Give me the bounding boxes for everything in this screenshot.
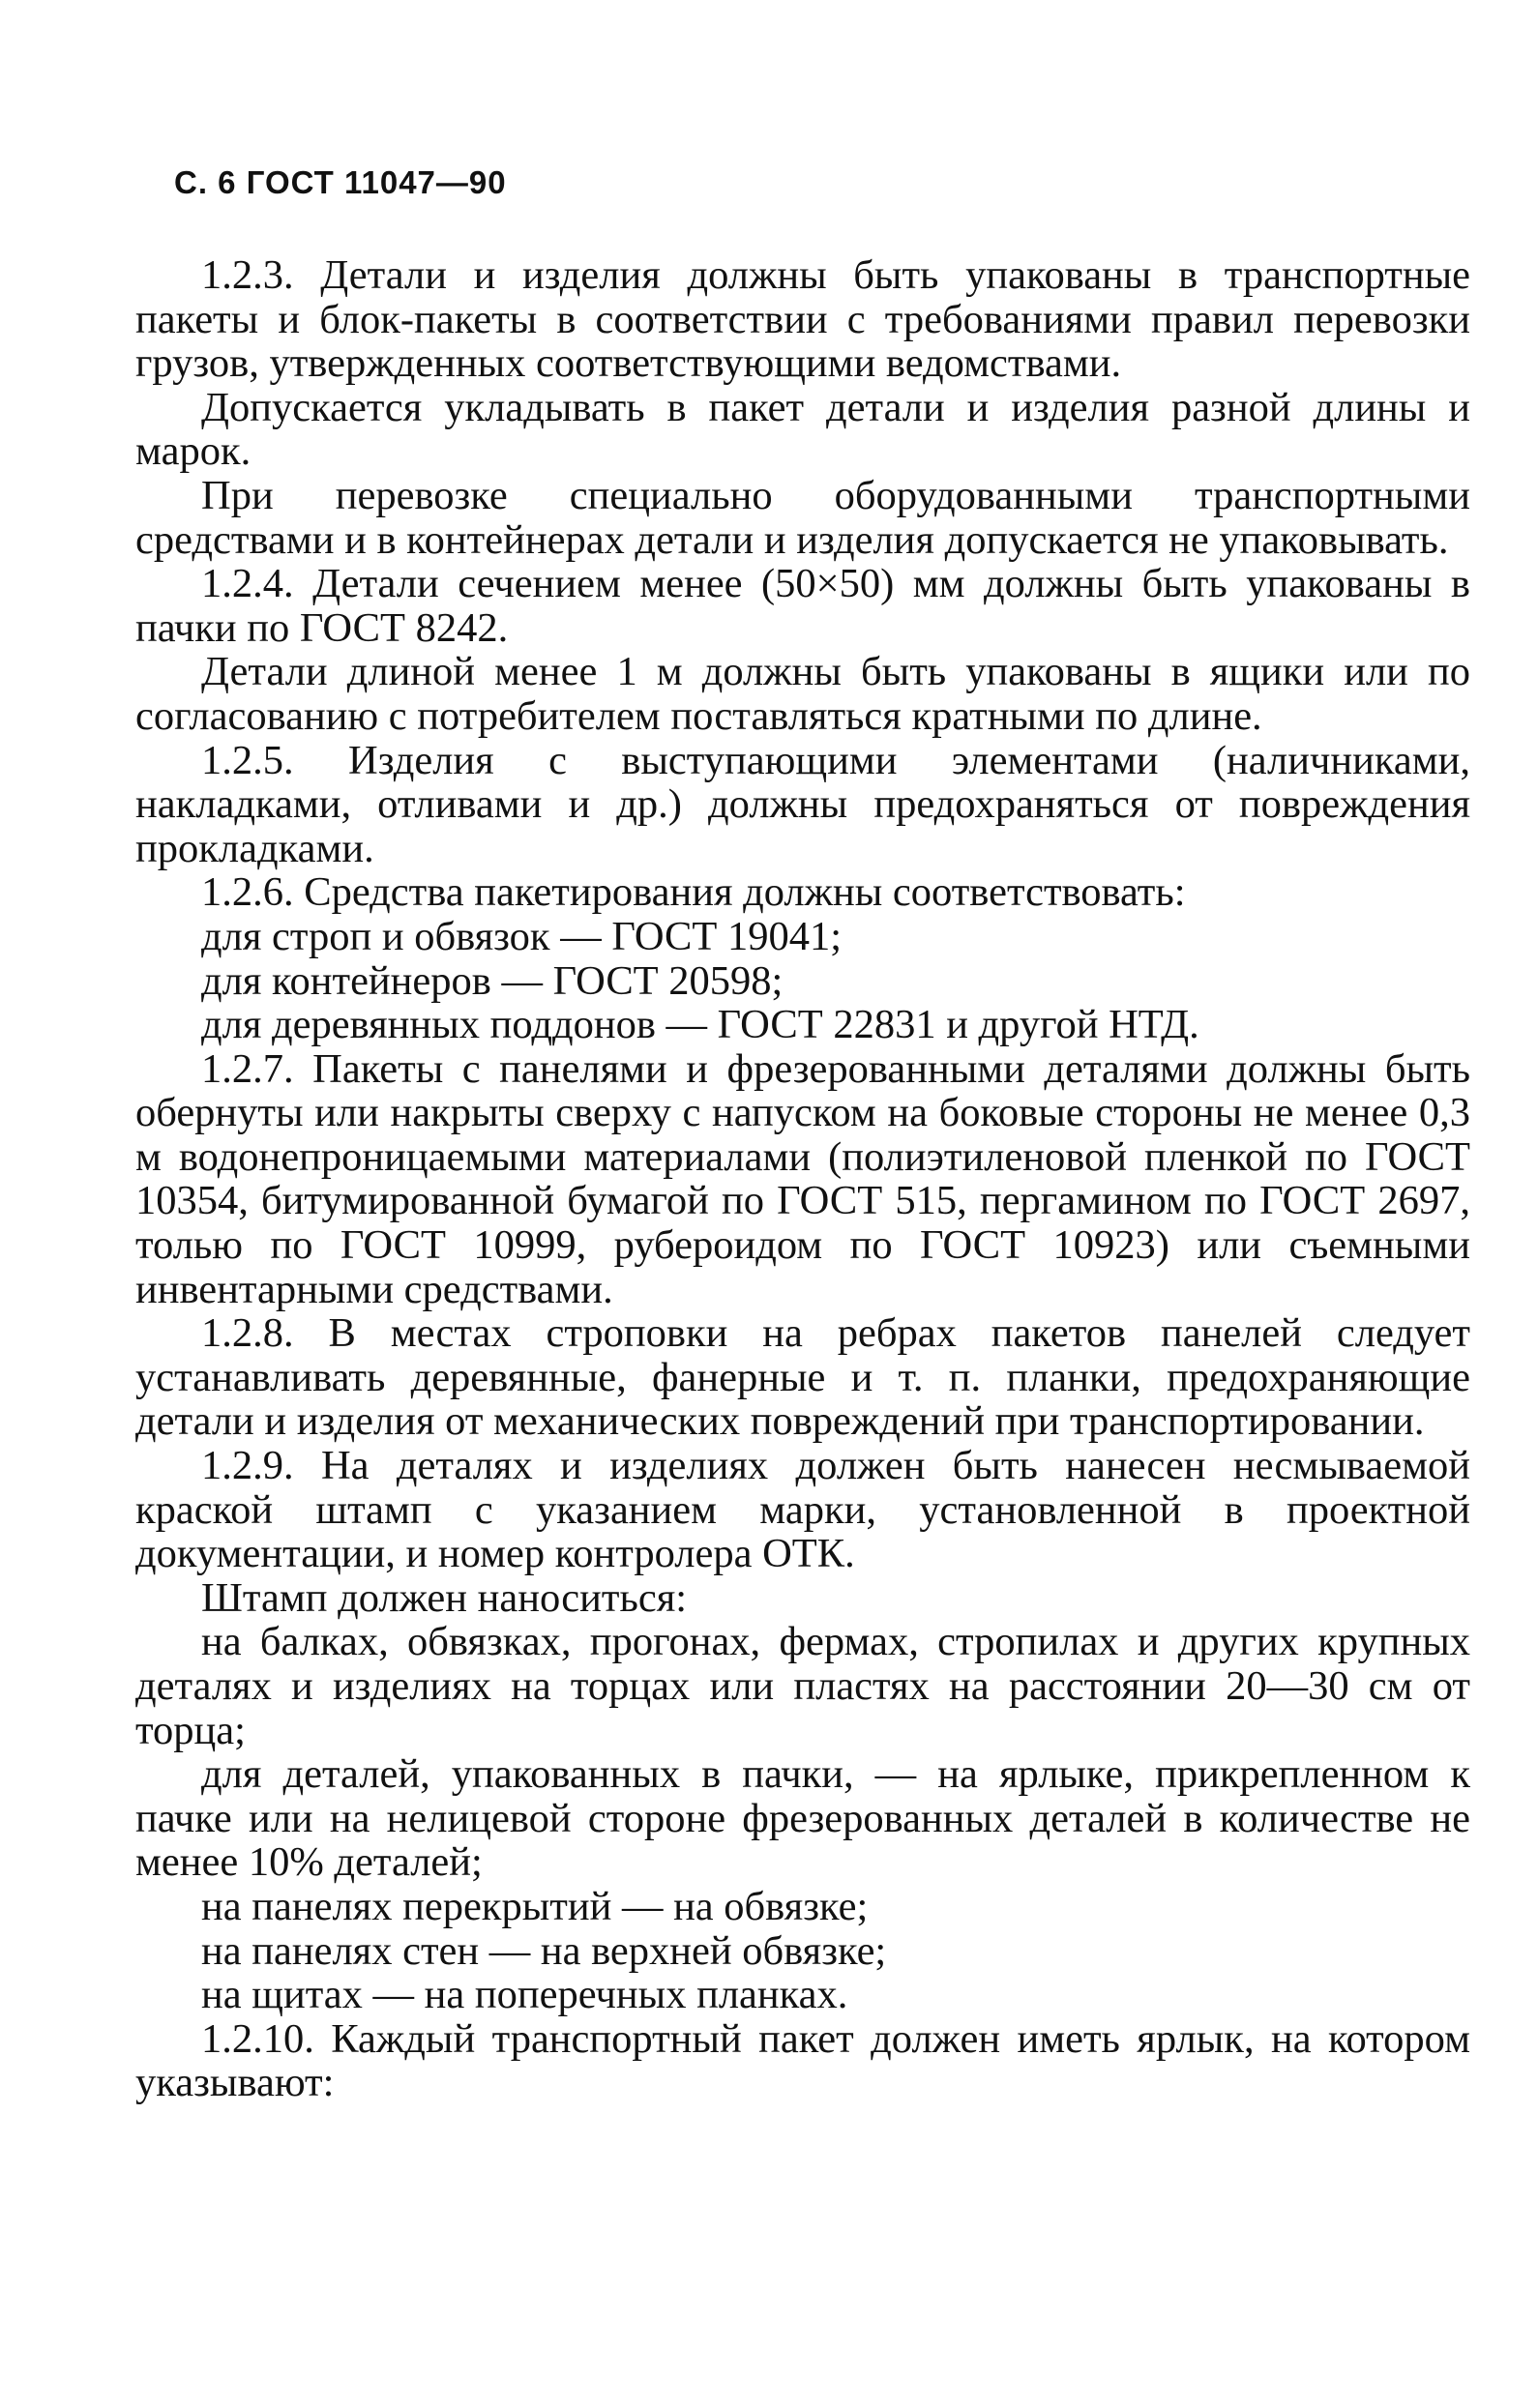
paragraph: 1.2.4. Детали сечением менее (50×50) мм должны быть упакованы в пачки по ГОСТ 8242. bbox=[135, 561, 1470, 651]
paragraph: на щитах — на поперечных планках. bbox=[201, 1972, 848, 2018]
paragraph: на панелях перекрытий — на обвязке; bbox=[201, 1883, 869, 1929]
paragraph: Детали длиной менее 1 м должны быть упакованы в ящики или по согласованию с потребителем поставляться кратными по длине. bbox=[135, 649, 1470, 739]
paragraph: Штамп должен наноситься: bbox=[201, 1574, 688, 1621]
paragraph: 1.2.3. Детали и изделия должны быть упакованы в транспортные пакеты и блок-пакеты в соответствии с требованиями правил перевозки грузов, утвержденных соответствующими ведомствами. bbox=[135, 252, 1470, 387]
paragraph: для контейнеров — ГОСТ 20598; bbox=[201, 957, 784, 1004]
paragraph: 1.2.5. Изделия с выступающими элементами (наличниками, накладками, отливами и др.) должны предохраняться от повреждения прокладками. bbox=[135, 737, 1470, 871]
paragraph: 1.2.6. Средства пакетирования должны соответствовать: bbox=[201, 869, 1186, 916]
paragraph: 1.2.8. В местах строповки на ребрах пакетов панелей следует устанавливать деревянные, фанерные и т. п. планки, предохраняющие детали и изделия от механических повреждений при транспортировании. bbox=[135, 1310, 1470, 1445]
paragraph: на панелях стен — на верхней обвязке; bbox=[201, 1927, 887, 1974]
page-header: С. 6 ГОСТ 11047—90 bbox=[174, 164, 507, 200]
document-body bbox=[135, 253, 1470, 2105]
paragraph: 1.2.10. Каждый транспортный пакет должен иметь ярлык, на котором указывают: bbox=[135, 2015, 1470, 2106]
paragraph: Допускается укладывать в пакет детали и изделия разной длины и марок. bbox=[135, 384, 1470, 475]
paragraph: При перевозке специально оборудованными транспортными средствами и в контейнерах детали и изделия допускается не упаковывать. bbox=[135, 472, 1470, 563]
paragraph: для строп и обвязок — ГОСТ 19041; bbox=[201, 913, 843, 959]
paragraph: на балках, обвязках, прогонах, фермах, стропилах и других крупных деталях и изделиях на торцах или пластях на расстоянии 20—30 см от торца; bbox=[135, 1619, 1470, 1753]
paragraph: для деталей, упакованных в пачки, — на ярлыке, прикрепленном к пачке или на нелицевой стороне фрезерованных деталей в количестве не менее 10% деталей; bbox=[135, 1751, 1470, 1886]
paragraph: 1.2.7. Пакеты с панелями и фрезерованными деталями должны быть обернуты или накрыты сверху с напуском на боковые стороны не менее 0,3 м водонепроницаемыми материалами (полиэтиленовой пленкой по ГОСТ 10354, битумированной бумагой по ГОСТ 515, пергамином по ГОСТ 2697, толью по ГОСТ 10999, рубероидом по ГОСТ 10923) или съемными инвентарными средствами. bbox=[135, 1045, 1470, 1312]
paragraph: 1.2.9. На деталях и изделиях должен быть нанесен несмываемой краской штамп с указанием марки, установленной в проектной документации, и номер контролера ОТК. bbox=[135, 1443, 1470, 1577]
paragraph: для деревянных поддонов — ГОСТ 22831 и другой НТД. bbox=[201, 1002, 1199, 1048]
